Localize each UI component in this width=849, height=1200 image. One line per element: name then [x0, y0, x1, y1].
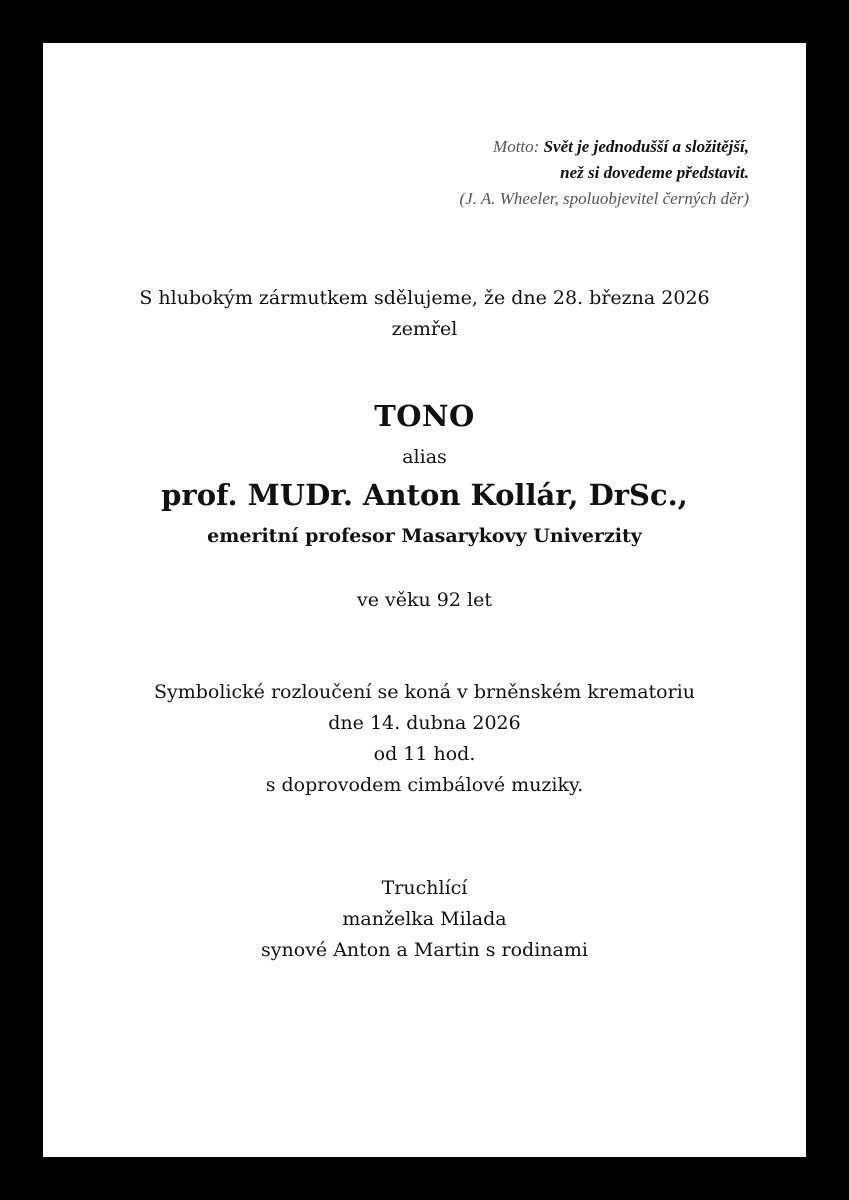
- ceremony-line1: Symbolické rozloučení se koná v brněnském krematoriu: [153, 681, 696, 703]
- announcement-line1: S hlubokým zármutkem sdělujeme, že dne 28. března 2026: [139, 287, 710, 309]
- ceremony-block: [43, 677, 806, 801]
- announcement-line2: zemřel: [391, 318, 458, 340]
- motto-source: (J. A. Wheeler, spoluobjevitel černých děr): [459, 189, 749, 208]
- ceremony-line4: s doprovodem cimbálové muziky.: [265, 774, 584, 796]
- obituary-card: [43, 43, 806, 1157]
- mourners-line2: synové Anton a Martin s rodinami: [261, 939, 588, 961]
- ceremony-line2: dne 14. dubna 2026: [328, 712, 521, 734]
- ceremony-line3: od 11 hod.: [373, 743, 476, 765]
- motto-quote-first: Svět je jednodušší a složitější,: [543, 137, 749, 156]
- deceased-nickname: TONO: [374, 399, 475, 433]
- motto-quote-line2: než si dovedeme představit.: [560, 163, 749, 182]
- motto-label: Motto:: [493, 137, 540, 156]
- mourners-line1: manželka Milada: [342, 908, 507, 930]
- mourners-heading: Truchlící: [381, 877, 468, 899]
- motto-block: [459, 134, 749, 212]
- alias-word: alias: [402, 446, 447, 468]
- announcement-block: [43, 283, 806, 345]
- deceased-age: ve věku 92 let: [357, 589, 492, 611]
- mourners-block: [43, 873, 806, 966]
- deceased-title: emeritní profesor Masarykovy Univerzity: [207, 525, 642, 547]
- motto-quote-line1: [459, 134, 749, 160]
- deceased-full-name: prof. MUDr. Anton Kollár, DrSc.,: [161, 478, 688, 512]
